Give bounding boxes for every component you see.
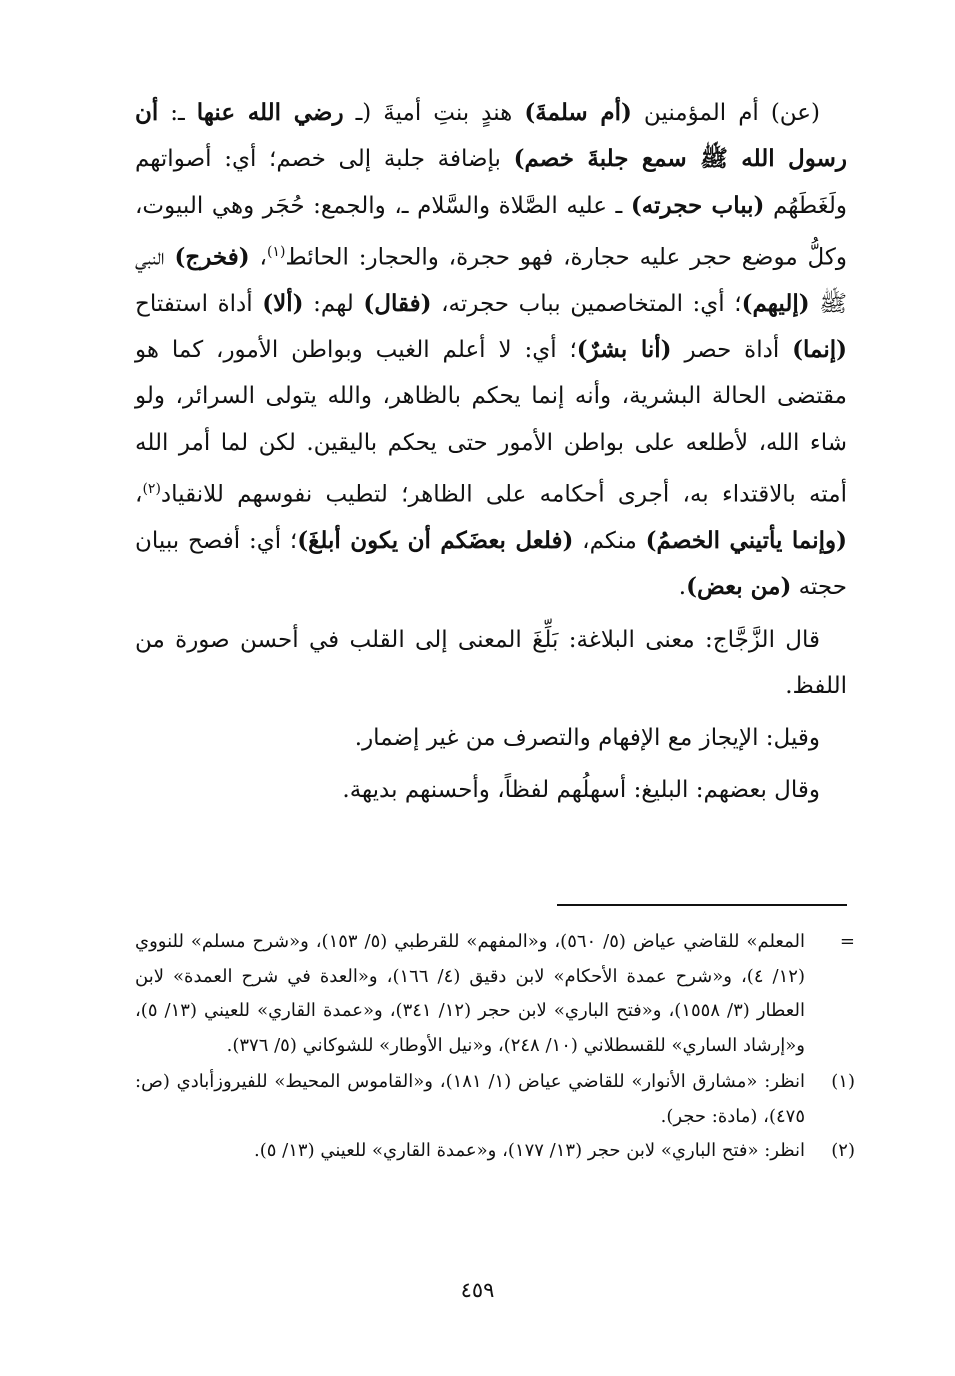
bold-phrase: (أنا بشرٌ) bbox=[576, 336, 672, 364]
bold-phrase: (إليهم) bbox=[741, 289, 810, 317]
footnote-1: (١) انظر: «مشارق الأنوار» للقاضي عياض (١/ ١٨١)، و«القاموس المحيط» للفيروزأبادي (ص: ٤٧٥)، (مادة: حجر). bbox=[135, 1065, 855, 1134]
paragraph-baaduhum: وقال بعضهم: البليغ: أسهلُهم لفظاً، وأحسنهم بديهة. bbox=[342, 777, 820, 804]
bold-phrase: (وإنما يأتيني الخصمُ) bbox=[645, 526, 847, 554]
continuation-mark: = bbox=[839, 931, 855, 952]
bold-phrase: (إنما) bbox=[792, 336, 848, 364]
bold-phrase: (فقال) bbox=[363, 289, 432, 317]
footnote-number: (١) bbox=[831, 1071, 855, 1092]
paragraph-qila: وقيل: الإيجاز مع الإفهام والتصرف من غير إضمار. bbox=[354, 725, 820, 752]
main-text bbox=[135, 90, 847, 814]
footnote-reference-1: (١) bbox=[266, 243, 286, 260]
page-number: ٤٥٩ bbox=[460, 1278, 495, 1302]
footnotes bbox=[135, 925, 855, 1169]
bold-phrase: (من بعض) bbox=[686, 573, 792, 601]
paragraph-zajjaj: قال الزَّجَّاج: معنى البلاغة: بَلِّغَ المعنى إلى القلب في أحسن صورة من اللفظ. bbox=[135, 626, 847, 699]
bold-phrase: (فخرج) bbox=[174, 243, 250, 271]
footnote-separator bbox=[557, 904, 847, 906]
footnote-continued: = المعلم» للقاضي عياض (٥/ ٥٦٠)، و«المفهم» للقرطبي (٥/ ١٥٣)، و«شرح مسلم» للنووي (١٢/ ٤)، و«شرح عمدة الأحكام» لابن دقيق (٤/ ١٦٦)، و«العدة في شرح العمدة» لابن العطار (٣/ ١٥٥٨)، و«فتح الباري» لابن حجر (١٢/ ٣٤١)، و«عمدة القاري» للعيني (١٣/ ٥)، و«إرشاد الساري» للقسطلاني (١٠/ ٢٤٨)، و«نيل الأوطار» للشوكاني (٥/ ٣٧٦). bbox=[135, 925, 855, 1063]
bold-phrase: (فلعل بعضَكم أن يكون أبلغَ) bbox=[297, 526, 574, 554]
bold-phrase: (أم سلمةَ) bbox=[524, 99, 632, 126]
footnote-2: (٢) انظر: «فتح الباري» لابن حجر (١٣/ ١٧٧)، و«عمدة القاري» للعيني (١٣/ ٥). bbox=[135, 1134, 855, 1169]
bold-phrase: أن رسول الله ﷺ سمع جلبةَ خصم) bbox=[135, 99, 847, 173]
footnote-reference-2: (٢) bbox=[142, 481, 161, 498]
footnote-number: (٢) bbox=[831, 1140, 855, 1161]
bold-phrase: (ألا) bbox=[262, 289, 304, 317]
bold-phrase: (بباب حجرته) bbox=[630, 191, 765, 219]
paragraph-hadith-commentary: (عن) أم المؤمنين (أم سلمةَ) هندٍ بنتِ أميةَ (ـ رضي الله عنها ـ: أن رسول الله ﷺ سمع جلبةَ خصم) بإضافة جلبة إلى خصم؛ أي: أصواتهم ولَغَطَهُم (بباب حجرته) ـ عليه الصَّلاة والسَّلام ـ، والجمع: حُجَر وهي البيوت، وكلُّ موضع حجر عليه حجارة، فهو حجرة، والحجار: الحائط$^{(١)}$، (فخرج) النبي ﷺ (إليهم)؛ أي: المتخاصمين بباب حجرته، (فقال) لهم: (ألا) أداة استفتاح (إنما) أداة حصر (أنا بشرٌ)؛ أي: لا أعلم الغيب وبواطن الأمور، كما هو مقتضى الحالة البشرية، وأنه إنما يحكم بالظاهر، والله يتولى السرائر، ولو شاء الله، لأطلعه على بواطن الأمور حتى يحكم باليقين. لكن لما أمر الله أمته بالاقتداء به، أجرى أحكامه على الظاهر؛ لتطيب نفوسهم للانقياد$^{(٢)}$، (وإنما يأتيني الخصمُ) منكم، (فلعل بعضَكم أن يكون أبلغَ)؛ أي: أفصح ببيان حجته (من بعض). bbox=[135, 99, 848, 601]
bold-phrase: رضي الله عنها bbox=[196, 99, 344, 126]
